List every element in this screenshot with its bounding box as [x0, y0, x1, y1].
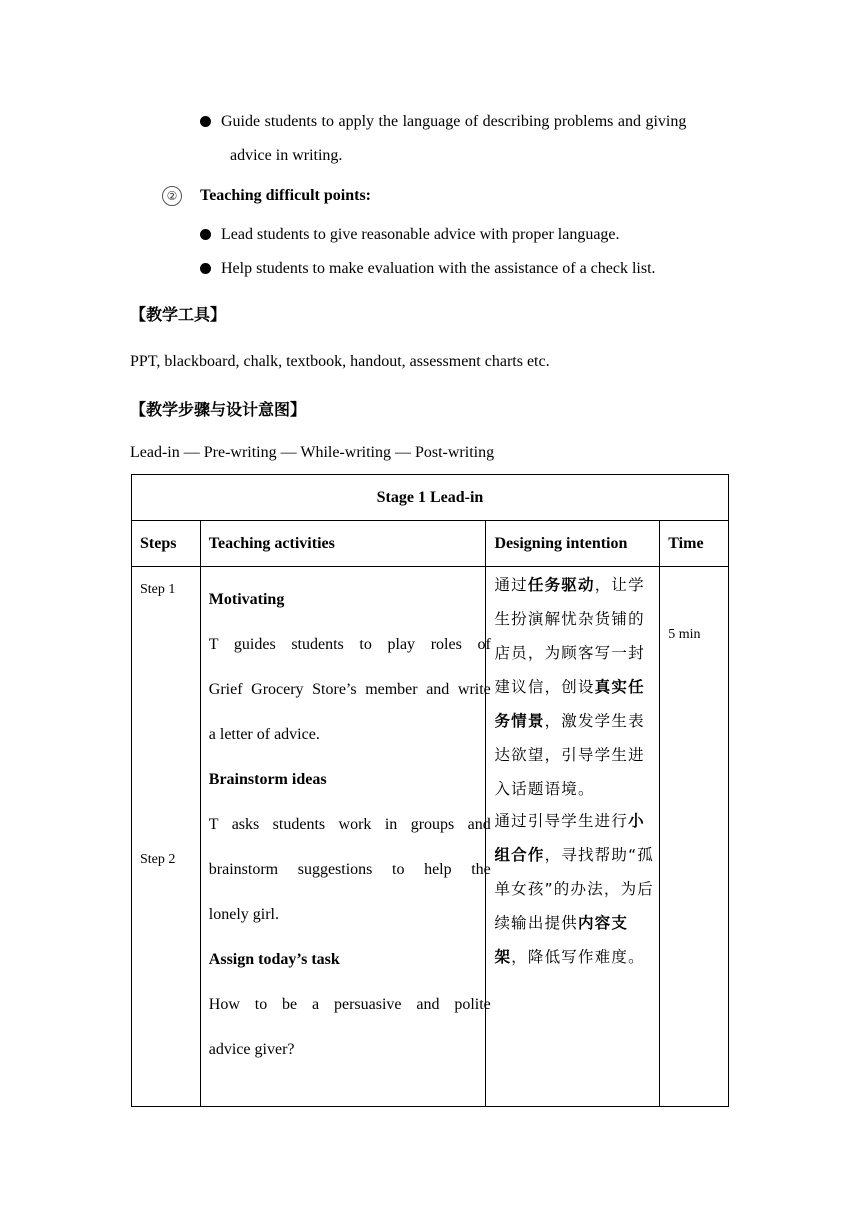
intention-text: 通过 [494, 576, 528, 594]
header-activities: Teaching activities [200, 521, 486, 567]
table-row [132, 567, 729, 1107]
intention-paragraph-1 [494, 568, 654, 806]
intention-text: 通过引导学生进行 [494, 812, 629, 830]
activity-motivating-title: Motivating [208, 591, 285, 608]
intention-text: ，寻找帮助“孤单女孩”的办法，为后续输出提供 [494, 846, 655, 932]
activity-task-line: How to be a persuasive and polite [208, 996, 491, 1013]
time-value: 5 min [668, 627, 701, 642]
activity-brainstorm-line: brainstorm suggestions to help the [208, 861, 491, 878]
bullet-dot [200, 229, 211, 240]
steps-cell [132, 567, 201, 1107]
intention-keyword: 小组合作 [494, 812, 645, 864]
difficult-bullet-2: Help students to make evaluation with the assistance of a check list. [221, 260, 656, 277]
activity-motivating-line: Grief Grocery Store’s member and write [208, 681, 491, 698]
header-time: Time [660, 521, 729, 567]
intention-keyword: 内容支架 [494, 914, 629, 966]
intention-text: ，让学生扮演解忧杂货铺的店员，为顾客写一封建议信，创设 [494, 576, 645, 696]
lesson-plan-table [131, 474, 729, 1107]
intention-keyword: 真实任务情景 [494, 678, 645, 730]
intention-text: ，激发学生表达欲望，引导学生进入话题语境。 [494, 712, 645, 798]
activity-brainstorm-line: lonely girl. [208, 906, 279, 923]
activity-motivating-line: a letter of advice. [208, 726, 320, 743]
intention-text: ，降低写作难度。 [511, 948, 645, 966]
activity-brainstorm-line: T asks students work in groups and [208, 816, 491, 833]
activity-task-title: Assign today’s task [208, 951, 340, 968]
header-intention: Designing intention [486, 521, 660, 567]
procedure-flow: Lead-in — Pre-writing — While-writing — Post-writing [130, 444, 495, 461]
tools-heading: 【教学工具】 [130, 305, 227, 324]
tools-text: PPT, blackboard, chalk, textbook, handout, assessment charts etc. [130, 353, 550, 370]
difficult-bullet-1: Lead students to give reasonable advice with proper language. [221, 226, 620, 243]
intention-cell [486, 567, 660, 1107]
objective-bullet-1-line1: Guide students to apply the language of describing problems and giving [221, 113, 687, 130]
objective-bullet-1-line2: advice in writing. [230, 147, 343, 164]
procedure-heading: 【教学步骤与设计意图】 [130, 400, 307, 419]
step-2-label: Step 2 [140, 852, 176, 867]
activity-task-line: advice giver? [208, 1041, 295, 1058]
activity-motivating-line: T guides students to play roles of [208, 636, 491, 653]
bullet-dot [200, 116, 211, 127]
difficult-title: Teaching difficult points: [200, 187, 371, 204]
activities-cell [200, 567, 491, 1107]
stage-row [132, 475, 729, 521]
intention-paragraph-2 [494, 804, 654, 974]
header-steps: Steps [132, 521, 201, 567]
bullet-dot [200, 263, 211, 274]
stage-title: Stage 1 Lead-in [132, 475, 729, 521]
time-cell [660, 567, 729, 1107]
activity-brainstorm-title: Brainstorm ideas [208, 771, 327, 788]
intention-keyword: 任务驱动 [527, 576, 595, 594]
difficult-number: ② [162, 186, 182, 206]
header-row [132, 521, 729, 567]
step-1-label: Step 1 [140, 582, 176, 597]
